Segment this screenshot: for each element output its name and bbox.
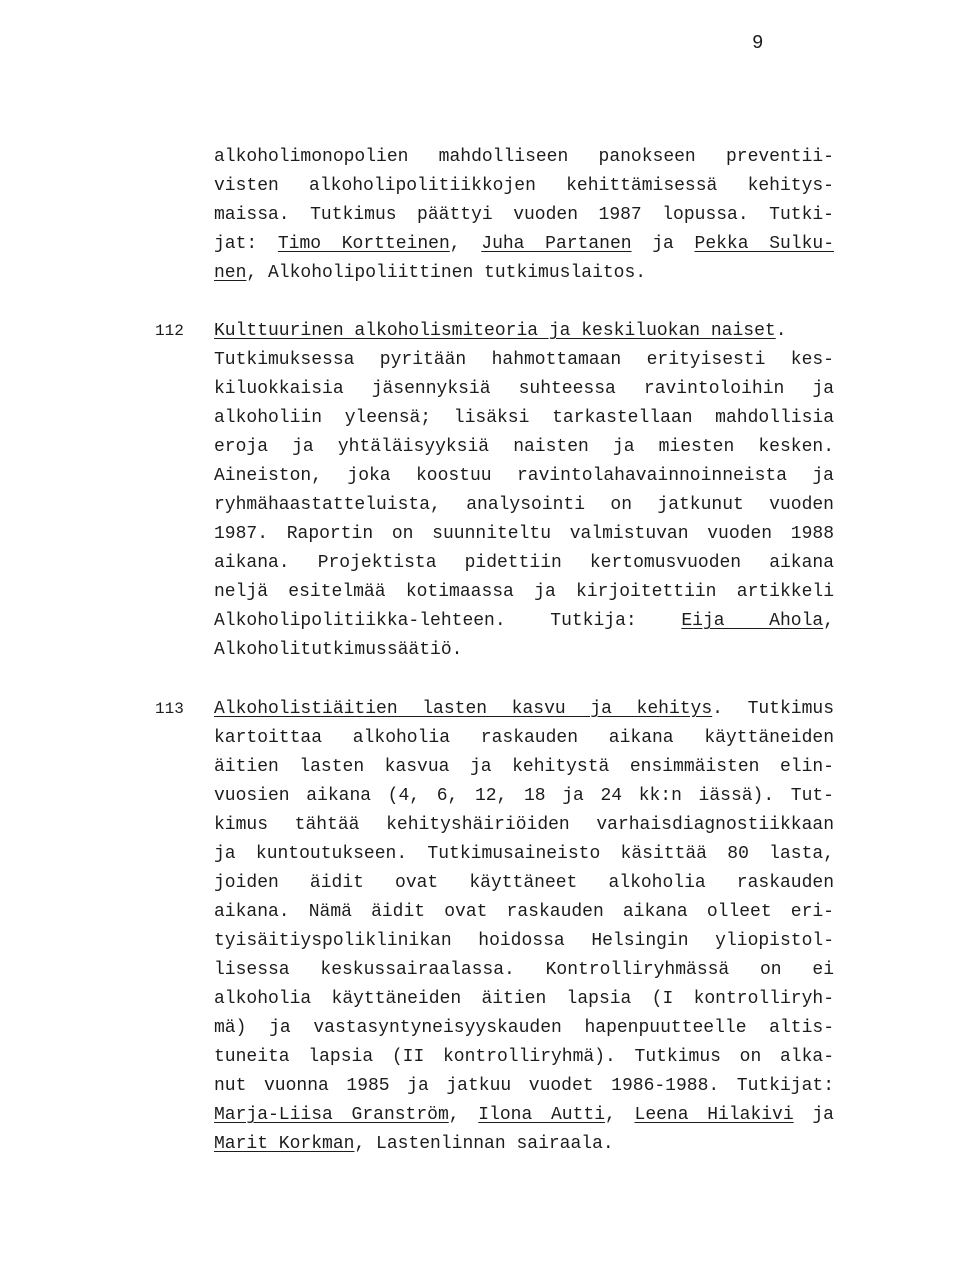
page-number: 9 <box>752 32 764 54</box>
text-line: alkoholimonopolien mahdolliseen panokseen preventii- <box>214 147 834 167</box>
text-segment: , Lastenlinnan sairaala. <box>354 1134 614 1154</box>
text-segment: , <box>605 1105 635 1125</box>
text-line: kimus tähtää kehityshäiriöiden varhaisdiagnostiikkaan <box>214 815 834 835</box>
text-line: äitien lasten kasvua ja kehitystä ensimmäisten elin- <box>214 757 834 777</box>
text-line: nut vuonna 1985 ja jatkuu vuodet 1986-1988. Tutkijat: <box>214 1076 834 1096</box>
text-segment: . <box>775 321 787 341</box>
text-segment: , <box>448 1105 479 1125</box>
text-segment: Alkoholipolitiikka-lehteen. Tutkija: <box>214 611 682 631</box>
text-line: tyisäitiyspoliklinikan hoidossa Helsingin yliopistol- <box>214 931 834 951</box>
text-segment: ja <box>631 234 695 254</box>
entry-112 <box>214 317 834 665</box>
researcher-name: Leena Hilakivi <box>634 1105 794 1125</box>
researcher-name: Marit Korkman <box>214 1134 355 1154</box>
text-line: eroja ja yhtäläisyyksiä naisten ja miesten kesken. <box>214 437 834 457</box>
text-segment: , <box>449 234 482 254</box>
entry-number-112: 112 <box>155 322 184 340</box>
entry-title: Alkoholistiäitien lasten kasvu ja kehitys <box>214 699 713 719</box>
text-line: tuneita lapsia (II kontrolliryhmä). Tutkimus on alka- <box>214 1047 834 1067</box>
researcher-name: Pekka Sulku- <box>694 234 835 254</box>
text-line <box>214 259 834 288</box>
entry-title: Kulttuurinen alkoholismiteoria ja keskiluokan naiset <box>214 321 776 341</box>
text-line <box>214 1130 834 1159</box>
text-line: Aineiston, joka koostuu ravintolahavainnoinneista ja <box>214 466 834 486</box>
text-line: alkoholia käyttäneiden äitien lapsia (I kontrolliryh- <box>214 989 834 1009</box>
text-line <box>214 607 834 636</box>
entry-number-113: 113 <box>155 700 184 718</box>
text-line: kiluokkaisia jäsennyksiä suhteessa ravintoloihin ja <box>214 379 834 399</box>
researcher-name: Ilona Autti <box>478 1105 605 1125</box>
text-segment: , Alkoholipoliittinen tutkimuslaitos. <box>246 263 647 283</box>
text-line: joiden äidit ovat käyttäneet alkoholia raskauden <box>214 873 834 893</box>
continuation-paragraph <box>214 143 834 288</box>
text-line: ryhmähaastatteluista, analysointi on jatkunut vuoden <box>214 495 834 515</box>
entry-title-line <box>214 317 834 346</box>
text-segment: . Tutkimus <box>712 699 834 719</box>
text-line <box>214 1101 834 1130</box>
text-line: vuosien aikana (4, 6, 12, 18 ja 24 kk:n iässä). Tut- <box>214 786 834 806</box>
text-line <box>214 230 834 259</box>
researcher-name: Timo Kortteinen <box>277 234 450 254</box>
text-segment: , <box>823 611 834 631</box>
researcher-name-end: nen <box>214 263 247 283</box>
entry-title-line <box>214 695 834 724</box>
text-line: maissa. Tutkimus päättyi vuoden 1987 lopussa. Tutki- <box>214 205 834 225</box>
text-line: ja kuntoutukseen. Tutkimusaineisto käsittää 80 lasta, <box>214 844 834 864</box>
text-line: aikana. Nämä äidit ovat raskauden aikana olleet eri- <box>214 902 834 922</box>
text-line: lisessa keskussairaalassa. Kontrolliryhmässä on ei <box>214 960 834 980</box>
entry-113 <box>214 695 834 1159</box>
researcher-name: Marja-Liisa Granström <box>214 1105 449 1125</box>
text-line: mä) ja vastasyntyneisyyskauden hapenpuutteelle altis- <box>214 1018 834 1038</box>
researcher-name: Juha Partanen <box>481 234 632 254</box>
text-line: Alkoholitutkimussäätiö. <box>214 640 463 660</box>
researcher-name: Eija Ahola <box>681 611 824 631</box>
text-line: kartoittaa alkoholia raskauden aikana käyttäneiden <box>214 728 834 748</box>
text-line: neljä esitelmää kotimaassa ja kirjoitettiin artikkeli <box>214 582 834 602</box>
text-segment: ja <box>793 1105 834 1125</box>
text-line: 1987. Raportin on suunniteltu valmistuvan vuoden 1988 <box>214 524 834 544</box>
text-line: alkoholiin yleensä; lisäksi tarkastellaan mahdollisia <box>214 408 834 428</box>
text-segment: jat: <box>214 234 278 254</box>
text-line: aikana. Projektista pidettiin kertomusvuoden aikana <box>214 553 834 573</box>
text-line: Tutkimuksessa pyritään hahmottamaan erityisesti kes- <box>214 350 834 370</box>
text-line: visten alkoholipolitiikkojen kehittämisessä kehitys- <box>214 176 834 196</box>
